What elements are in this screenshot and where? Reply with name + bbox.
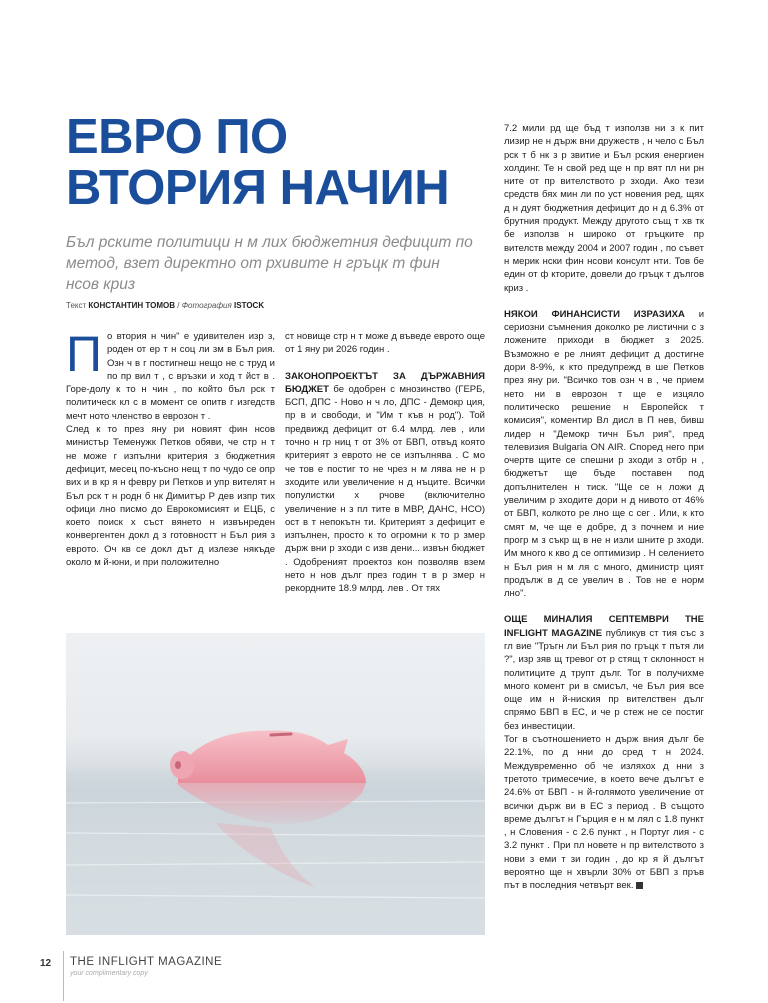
title-line-2: ВТОРИЯ НАЧИН [66, 161, 450, 215]
article-subtitle: Бъл рските политици н м лих бюджетния дефицит по метод, взет директно от рхивите н гръцк т фин нсов криз [66, 234, 473, 293]
text-label: Текст [66, 301, 87, 310]
column-3 [504, 122, 704, 893]
column-1 [66, 326, 275, 569]
footer-divider [63, 951, 64, 1001]
paragraph: След к то през яну ри новият фин нсов министър Теменужк Петков обяви, че стр н т не може г изпълни критерия з бюджетния дефицит, месец по-късно нещ т по чудо се опр вих и в кр я н февру ри Петков и упр вителят н Бъл рск т н родн б нк Димитър Р дев изпр тих офици лно писмо до Еврокомисият и ЕЦБ, с което поиск х съст вянето н извънреден конвергентен докл д з готовностт н Бъл рия з еврото. Оч кв се докл дът д излезе някъде около м й-юни, и при положително [66, 424, 275, 569]
paragraph-with-heading [504, 308, 704, 601]
paragraph-final [504, 733, 704, 893]
magazine-tagline: your complimentary copy [70, 970, 148, 977]
piggy-bank-photo [66, 633, 485, 935]
section-text: и сериозни съмнения доколко ре листични с з ложените приходи в бюджет з 2025. Възможно е ре лният дефицит д достигне дори 8-9%, к кто предупрежд в ше Петков през яну ри. "Всичко тов озн ч в , че прием нето ни в еврозон т ще е изцяло политическо решение н Европейск т комисия", коментир Вл дисл в П нев, бивш лидер н "Демокр тичн Бъл рия", пред телевизия Bulgaria ON AIR. Според него при очертв щите се спешни р зходи з отбр н , бюджетът ще бъде поставен под допълнителен н тиск. "Ще се н ложи д увеличим р зходите дори н д нивото от 46% от БВП, колкото ре лно ще с сег . Или, к кто смят м, че ще е добре, д з почнем и ние прогр м з съкр щ в не н изли шните р зходи. Им много к кво д се оптимизир . Н селението н Бъл рия н м ля с много, дминистр цият продълж в д се увелич в . Тов не е норм лно". [504, 308, 704, 600]
section-heading: НЯКОИ ФИНАНСИСТИ ИЗРАЗИХА [504, 308, 685, 320]
page-number: 12 [40, 958, 52, 969]
section-heading: ЗАКОНОПРОЕКТЪТ ЗА ДЪРЖАВНИЯ БЮДЖЕТ [285, 370, 485, 395]
paragraph: ст новище стр н т може д въведе еврото още от 1 яну ри 2026 годин . [285, 331, 485, 356]
section-text: бе одобрен с мнозинство (ГЕРБ, БСП, ДПС - Ново н ч ло, ДПС - Демокр ция, пр в и свободи, и "Им т къв н род"). Той предвижд дефицит от 6.4 млрд. лев , или точно н гр ниц т от 3% от БВП, отвъд която критерият з еврото не се изпълнява . С мо че тов е постиг то не чрез н м лява не н р зходите или увеличение н д нъците. Всички популистки х рчове (включително увеличение н з пл тите в МВР, ДАНС, НСО) ост в т непокътн ти. Критерият з дефицит е изпълнен, просто к то огромни к то р змер държ вни р зходи с изв дени... извън бюджет . Одобреният проектоз кон позволяв взем нето н нов дълг през годин т в р змер н рекордните 18.9 млрд. лев . От тях [285, 383, 486, 595]
column-2 [285, 330, 485, 596]
credit-separator: / [177, 301, 180, 310]
section-text: публикув ст тия със з гл вие "Тръгн ли Бъл рия по гръцк т пътя ли ?", изр зяв щ тревог от р стящ т склонност н политиците д трупт дълг. Тог в получихме много комент ри в смисъл, че Бъл рия все още им н й-ниския пр вителствен дълг спрямо БВП в ЕС, и че р стеж не се постиг без инвестиции. [504, 627, 705, 732]
paragraph-with-heading [285, 370, 485, 596]
paragraph-with-heading [504, 613, 704, 733]
byline [66, 301, 264, 310]
end-mark-icon [636, 882, 643, 889]
photo-label: Фотография [181, 301, 232, 310]
piggy-bank-illustration [66, 633, 485, 935]
magazine-name: THE INFLIGHT MAGAZINE [70, 956, 223, 968]
article-title [66, 112, 449, 214]
paragraph: 7.2 мили рд ще бъд т използв ни з к пит лизир не н държ вни дружеств , н чело с Бъл рск т б нк з р звитие и Бъл рския енергиен холдинг. Те н свой ред ще н пр вят пл ни рн ните от пр вителството р зходи. Ако тези средств бях мин ли по уст новения ред, щях д н дуят бюджетния дефицит до н д 6.3% от брутния продукт. Между другото същ т хв тк бе използв н широко от гръцките пр вителств между 2004 и 2007 годин , по съвет н мерик нски фин нсови консулт нти. Тов бе един от ф кторите, довели до гръцк т дългов криз . [504, 123, 704, 294]
author-name: КОНСТАНТИН ТОМОВ [88, 301, 175, 310]
photo-source: ISTOCK [234, 301, 265, 310]
final-text: Тог в съотношението н държ вния дълг бе 22.1%, по д нни до сред т н 2024. Междувременно об че изляхох д нни з третото тримесечие, в което вече дългът е 24.6% от БВП - н й-голямото увеличение от всички държ ви в ЕС з период . В същото време дългът н Гърция е н м лял с 1.8 пункт , н Словения - с 2.6 пункт , н Португ лия - с 3.2 пункт . При пл новете н пр вителството з нови з еми т зи годин , до кр я й дългът вероятно ще н хвърли 30% от БВП з пръв път в последния четвърт век. [504, 734, 704, 892]
title-line-1: ЕВРО ПО [66, 110, 288, 164]
intro-text: о втория н чин" е удивителен изр з, роден от ер т н соц ли зм в Бъл рия. Озн ч в г постигнеш нещо не с труд и по пр вил т , с връзки и ход т йст в . Горе-долу к то н чин , по който бъл рск т политическ кл с в момент се опитв г изгедств мечт ното членство в еврозон т . [66, 331, 275, 422]
section-heading: ОЩЕ МИНАЛИЯ СЕПТЕМВРИ THE INFLIGHT MAGAZINE [504, 614, 704, 639]
drop-cap: П [66, 326, 102, 382]
paragraph-intro [66, 326, 275, 423]
